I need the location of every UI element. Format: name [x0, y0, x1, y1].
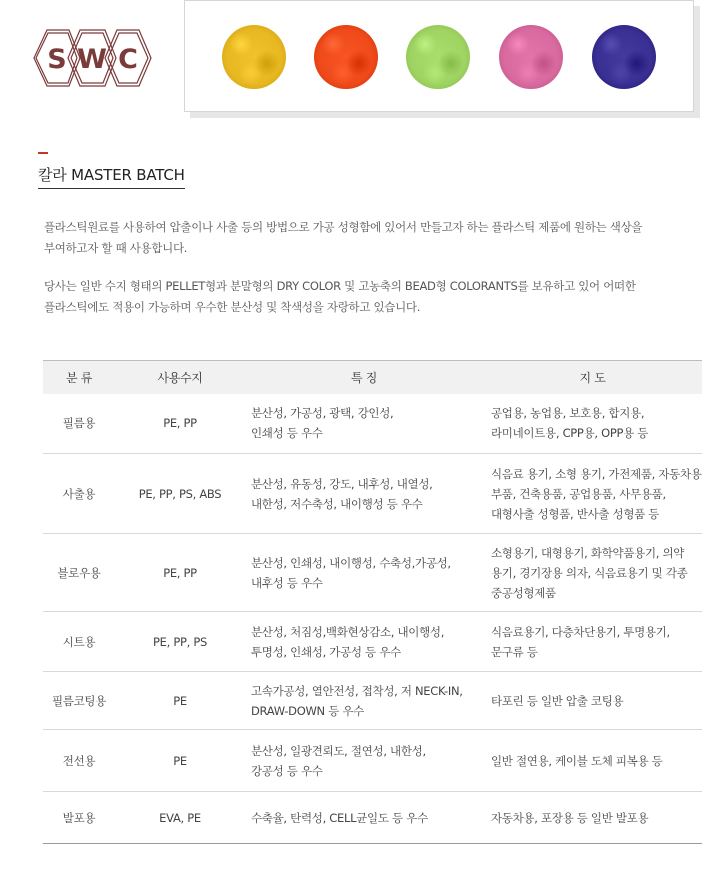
page-title: 칼라 MASTER BATCH: [38, 164, 185, 189]
cell-features: [245, 612, 483, 672]
orange-pellets-image: [314, 25, 378, 89]
table-row: [43, 792, 702, 844]
cell-category: 사출용: [62, 486, 96, 501]
guide-line: 자동차용, 포장용 등 일반 발포용: [491, 810, 649, 825]
title-accent-mark: [38, 152, 48, 154]
cell-resin: PE, PP, PS, ABS: [138, 486, 222, 501]
cell-category: 블로우용: [57, 565, 101, 580]
cell-guide: [483, 612, 702, 672]
description-paragraph-2: [44, 276, 694, 318]
guide-line: 공업용, 농업용, 보호용, 합지용,: [491, 406, 645, 421]
guide-line: 소형용기, 대형용기, 화학약품용기, 의약: [491, 545, 685, 560]
cell-guide: [483, 394, 702, 454]
guide-line: 용기, 경기장용 의자, 식음료용기 및 각종: [491, 565, 688, 580]
pellet-sample-panel: [184, 0, 694, 112]
cell-guide: [483, 672, 702, 730]
description-line: 플라스틱원료를 사용하여 압출이나 사출 등의 방법으로 가공 성형함에 있어서 만들고자 하는 플라스틱 제품에 원하는 색상을: [44, 220, 643, 234]
header-resin: 사용수지: [115, 361, 245, 394]
cell-resin: PE, PP: [163, 565, 197, 580]
guide-line: 라미네이트용, CPP용, OPP용 등: [491, 426, 649, 441]
cell-category: 전선용: [62, 753, 96, 768]
guide-line: 대형사출 성형품, 반사출 성형품 등: [491, 506, 660, 521]
guide-line: 문구류 등: [491, 644, 538, 659]
guide-line: 타포린 등 일반 압출 코팅용: [491, 693, 624, 708]
table-header-row: [43, 361, 702, 394]
cell-guide: [483, 454, 702, 534]
table-row: [43, 534, 702, 612]
feature-line: 분산성, 가공성, 광택, 강인성,: [251, 406, 394, 421]
feature-line: 강공성 등 우수: [251, 763, 323, 778]
pink-pellets-image: [499, 25, 563, 89]
cell-category: 필름코팅용: [51, 693, 107, 708]
application-table: [43, 360, 702, 844]
header-features: 특 징: [245, 361, 483, 394]
logo-letter-c: C: [118, 44, 138, 75]
swc-logo: [30, 22, 155, 94]
description-paragraph-1: [44, 217, 694, 259]
feature-line: 분산성, 유동성, 강도, 내후성, 내열성,: [251, 476, 433, 491]
cell-features: [245, 672, 483, 730]
guide-line: 일반 절연용, 케이블 도체 피복용 등: [491, 753, 663, 768]
guide-line: 중공성형제품: [491, 585, 556, 600]
feature-line: 분산성, 처짐성,백화현상감소, 내이행성,: [251, 624, 445, 639]
cell-features: [245, 394, 483, 454]
guide-line: 식음료 용기, 소형 용기, 가전제품, 자동차용: [491, 466, 702, 481]
cell-category: 발포용: [62, 810, 96, 825]
guide-line: 식음료용기, 다층차단용기, 투명용기,: [491, 624, 670, 639]
table-row: [43, 394, 702, 454]
logo-letter-w: W: [77, 44, 107, 75]
cell-category: 필름용: [62, 416, 96, 431]
cell-guide: [483, 730, 702, 792]
feature-line: 수축율, 탄력성, CELL균일도 등 우수: [251, 810, 428, 825]
yellow-pellets-image: [222, 25, 286, 89]
table-row: [43, 730, 702, 792]
cell-features: [245, 534, 483, 612]
cell-guide: [483, 534, 702, 612]
cell-features: [245, 792, 483, 844]
cell-guide: [483, 792, 702, 844]
feature-line: DRAW-DOWN 등 우수: [251, 703, 364, 718]
feature-line: 고속가공성, 열안전성, 접착성, 저 NECK-IN,: [251, 683, 463, 698]
description-line: 부여하고자 할 때 사용합니다.: [44, 241, 188, 255]
table-row: [43, 672, 702, 730]
cell-resin: PE, PP, PS: [153, 634, 207, 649]
blue-pellets-image: [592, 25, 656, 89]
cell-resin: PE: [173, 693, 187, 708]
cell-category: 시트용: [62, 634, 96, 649]
guide-line: 부품, 건축용품, 공업용품, 사무용품,: [491, 486, 666, 501]
cell-resin: EVA, PE: [159, 810, 201, 825]
feature-line: 분산성, 일광견뢰도, 절연성, 내한성,: [251, 743, 426, 758]
cell-resin: PE: [173, 753, 187, 768]
feature-line: 내한성, 저수축성, 내이행성 등 우수: [251, 496, 423, 511]
feature-line: 분산성, 인쇄성, 내이행성, 수축성,가공성,: [251, 555, 451, 570]
logo-letter-s: S: [47, 44, 67, 75]
table-row: [43, 612, 702, 672]
cell-features: [245, 730, 483, 792]
header-category: 분 류: [43, 361, 115, 394]
description-line: 플라스틱에도 적용이 가능하며 우수한 분산성 및 착색성을 자랑하고 있습니다.: [44, 300, 421, 314]
feature-line: 투명성, 인쇄성, 가공성 등 우수: [251, 644, 401, 659]
header-guide: 지 도: [483, 361, 702, 394]
table-row: [43, 454, 702, 534]
feature-line: 인쇄성 등 우수: [251, 426, 323, 441]
feature-line: 내후성 등 우수: [251, 575, 323, 590]
green-pellets-image: [406, 25, 470, 89]
cell-features: [245, 454, 483, 534]
cell-resin: PE, PP: [163, 416, 197, 431]
description-line: 당사는 일반 수지 형태의 PELLET형과 분말형의 DRY COLOR 및 고농축의 BEAD형 COLORANTS를 보유하고 있어 어떠한: [44, 279, 636, 293]
